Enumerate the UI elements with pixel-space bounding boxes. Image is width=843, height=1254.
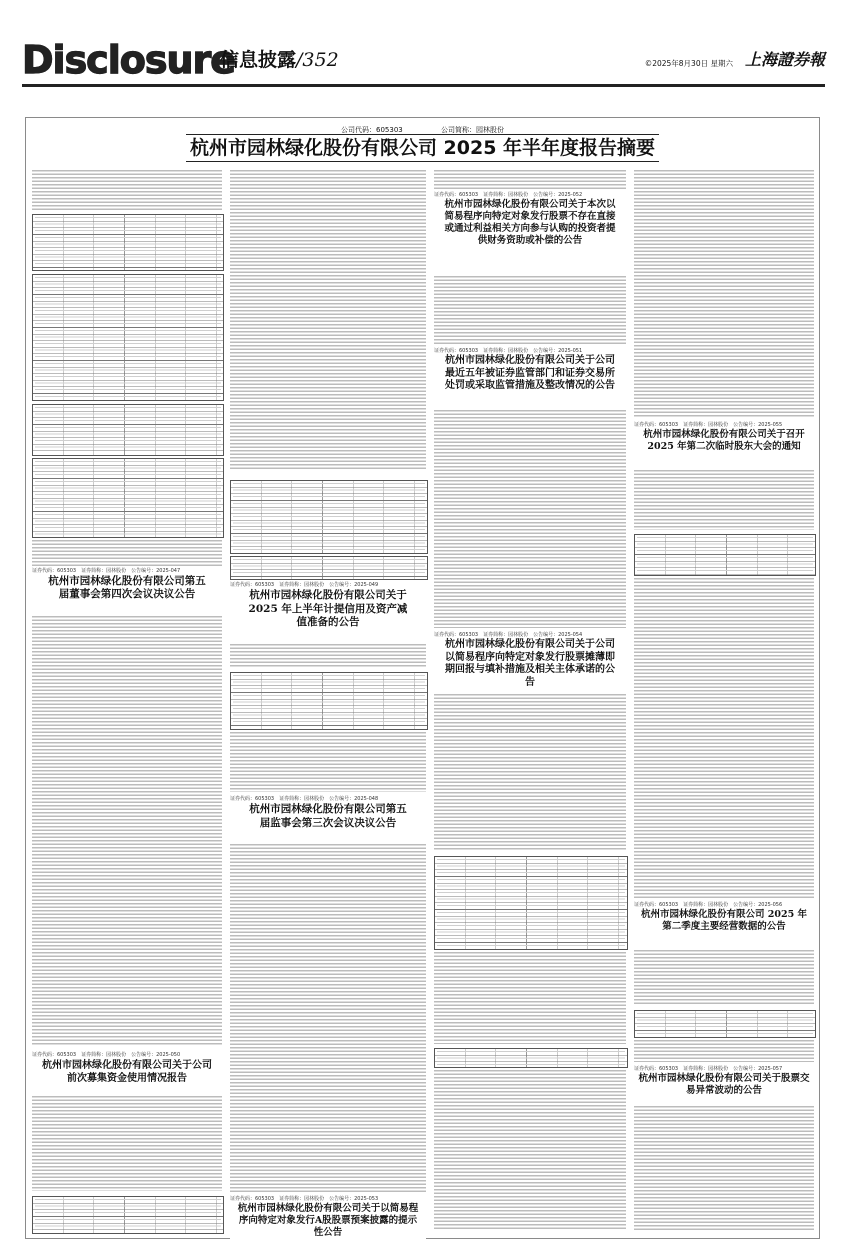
column-2 <box>230 170 426 1238</box>
text-block <box>230 644 426 668</box>
company-code: 公司代码：605303 <box>341 126 403 134</box>
notice-title: 杭州市园林绿化股份有限公司关于本次以简易程序向特定对象发行股票不存在直接或通过利益相关方向参与认购的投资者提供财务资助或补偿的公告 <box>444 199 616 246</box>
notice-heading: 证券代码：605303 证券简称：园林股份 公告编号：2025-052 杭州市园林绿化股份有限公司关于本次以简易程序向特定对象发行股票不存在直接或通过利益相关方向参与认购的投资者提供财务资助或补偿的公告 <box>434 192 626 272</box>
notice-heading: 证券代码：605303 证券简称：园林股份 公告编号：2025-056 杭州市园林绿化股份有限公司 2025 年第二季度主要经营数据的公告 <box>634 902 814 946</box>
text-block <box>230 732 426 792</box>
text-block <box>434 276 626 344</box>
data-table <box>434 856 628 950</box>
text-block <box>230 844 426 1194</box>
text-block <box>32 540 222 566</box>
notice-heading: 证券代码：605303 证券简称：园林股份 公告编号：2025-053 杭州市园林绿化股份有限公司关于以简易程序向特定对象发行A股股票预案披露的提示性公告 <box>230 1196 426 1246</box>
text-block <box>434 952 626 1044</box>
data-table <box>634 534 816 576</box>
text-block <box>434 1070 626 1230</box>
text-block <box>32 170 222 210</box>
notice-heading: 证券代码：605303 证券简称：园林股份 公告编号：2025-054 杭州市园林绿化股份有限公司关于公司以简易程序向特定对象发行股票摊薄即期回报与填补措施及相关主体承诺的公告 <box>434 632 626 690</box>
column-4 <box>634 170 814 1232</box>
data-table <box>230 480 428 554</box>
data-table <box>230 556 428 580</box>
text-block <box>230 170 426 470</box>
notice-title: 杭州市园林绿化股份有限公司关于公司前次募集资金使用情况报告 <box>42 1060 212 1084</box>
masthead <box>22 40 825 80</box>
notice-title: 杭州市园林绿化股份有限公司关于公司最近五年被证券监管部门和证券交易所处罚或采取监管措施及整改情况的公告 <box>445 355 615 391</box>
text-block <box>634 170 814 418</box>
data-table <box>32 274 224 401</box>
notice-title: 杭州市园林绿化股份有限公司关于召开 2025 年第二次临时股东大会的通知 <box>643 429 805 452</box>
notice-heading: 证券代码：605303 证券简称：园林股份 公告编号：2025-050 杭州市园林绿化股份有限公司关于公司前次募集资金使用情况报告 <box>32 1052 222 1092</box>
notice-heading: 证券代码：605303 证券简称：园林股份 公告编号：2025-049 杭州市园林绿化股份有限公司关于 2025 年上半年计提信用及资产减值准备的公告 <box>230 582 426 640</box>
notice-title: 杭州市园林绿化股份有限公司 2025 年第二季度主要经营数据的公告 <box>640 909 808 932</box>
text-block <box>434 410 626 628</box>
data-table <box>32 214 224 271</box>
notice-title: 杭州市园林绿化股份有限公司关于股票交易异常波动的公告 <box>638 1073 810 1096</box>
data-table <box>32 458 224 538</box>
text-block <box>434 170 626 190</box>
notice-heading: 证券代码：605303 证券简称：园林股份 公告编号：2025-055 杭州市园林绿化股份有限公司关于召开 2025 年第二次临时股东大会的通知 <box>634 422 814 466</box>
text-block <box>32 616 222 1046</box>
notice-title: 杭州市园林绿化股份有限公司关于公司以简易程序向特定对象发行股票摊薄即期回报与填补措施及相关主体承诺的公告 <box>445 639 615 688</box>
notice-title: 杭州市园林绿化股份有限公司关于 2025 年上半年计提信用及资产减值准备的公告 <box>248 589 408 628</box>
text-block <box>634 578 814 898</box>
data-table <box>32 404 224 456</box>
text-block <box>634 1106 814 1230</box>
section-title: 信息披露 <box>220 49 297 71</box>
data-table <box>434 1048 628 1068</box>
report-frame <box>25 117 820 1239</box>
newspaper-name: 上海證券報 <box>744 50 825 69</box>
company-abbr: 公司简称：园林股份 <box>440 126 504 134</box>
text-block <box>634 950 814 1006</box>
disclosure-logo: Disclosure <box>22 38 236 82</box>
section-heading <box>220 48 339 72</box>
notice-heading: 证券代码：605303 证券简称：园林股份 公告编号：2025-051 杭州市园林绿化股份有限公司关于公司最近五年被证券监管部门和证券交易所处罚或采取监管措施及整改情况的公告 <box>434 348 626 406</box>
text-block <box>32 1096 222 1191</box>
page-number: /352 <box>296 49 339 71</box>
notice-title: 杭州市园林绿化股份有限公司关于以简易程序向特定对象发行A股股票预案披露的提示性公告 <box>237 1203 419 1238</box>
report-title: 杭州市园林绿化股份有限公司 2025 年半年度报告摘要 <box>186 134 659 162</box>
date-line: ©2025年8月30日 星期六 <box>644 59 733 68</box>
data-table <box>230 672 428 730</box>
column-3 <box>434 170 626 1232</box>
data-table <box>634 1010 816 1038</box>
notice-heading: 证券代码：605303 证券简称：园林股份 公告编号：2025-057 杭州市园林绿化股份有限公司关于股票交易异常波动的公告 <box>634 1066 814 1102</box>
notice-heading: 证券代码：605303 证券简称：园林股份 公告编号：2025-047 杭州市园林绿化股份有限公司第五届董事会第四次会议决议公告 <box>32 568 222 610</box>
column-1 <box>32 170 222 1232</box>
text-block <box>434 694 626 850</box>
text-block <box>634 470 814 530</box>
masthead-rule <box>22 84 825 87</box>
text-block <box>634 1040 814 1062</box>
notice-title: 杭州市园林绿化股份有限公司第五届监事会第三次会议决议公告 <box>249 803 407 829</box>
data-table <box>32 1196 224 1234</box>
notice-heading: 证券代码：605303 证券简称：园林股份 公告编号：2025-048 杭州市园林绿化股份有限公司第五届监事会第三次会议决议公告 <box>230 796 426 840</box>
notice-title: 杭州市园林绿化股份有限公司第五届董事会第四次会议决议公告 <box>48 575 206 600</box>
